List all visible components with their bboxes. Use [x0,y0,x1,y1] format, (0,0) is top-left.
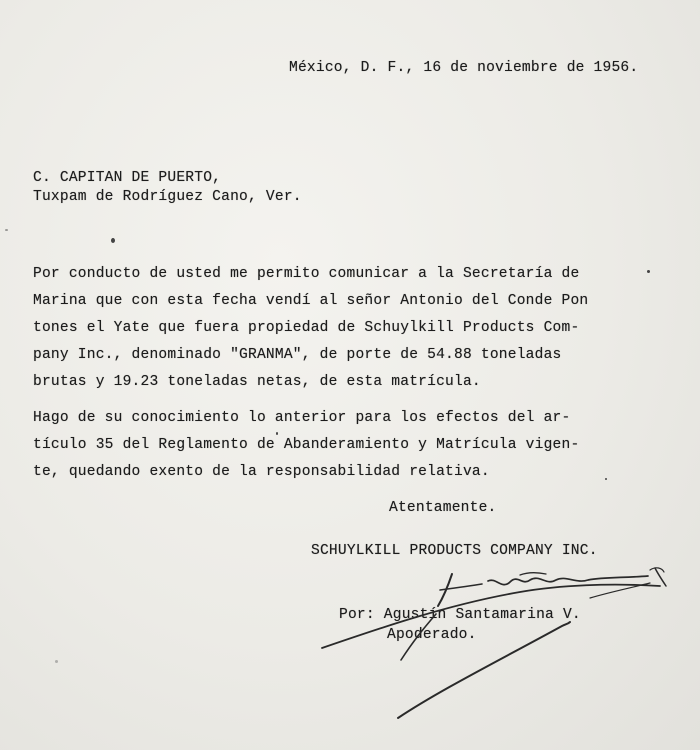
closing: Atentamente. [389,500,497,516]
ink-speck [605,478,607,480]
ink-speck [647,270,650,273]
ink-speck [276,432,278,435]
paragraph-line: Marina que con esta fecha vendí al señor Antonio del Conde Pon [33,293,589,309]
paragraph-line: tículo 35 del Reglamento de Abanderamiento y Matrícula vigen- [33,437,580,453]
signature-stroke [322,585,660,648]
signature-stroke [520,573,546,575]
paragraph-line: brutas y 19.23 toneladas netas, de esta matrícula. [33,374,481,390]
ink-speck [111,238,115,243]
paragraph-line: Por conducto de usted me permito comunicar a la Secretaría de [33,266,580,282]
paragraph-line: Hago de su conocimiento lo anterior para los efectos del ar- [33,410,571,426]
recipient-location: Tuxpam de Rodríguez Cano, Ver. [33,189,302,205]
signature-stroke [398,622,570,718]
signature-stroke [488,576,648,585]
ink-speck [5,229,8,231]
company-name: SCHUYLKILL PRODUCTS COMPANY INC. [311,543,598,559]
signatory-title: Apoderado. [387,627,477,643]
signatory-line: Por: Agustín Santamarina V. [339,607,581,623]
paragraph-line: tones el Yate que fuera propiedad de Schuylkill Products Com- [33,320,580,336]
paragraph-line: pany Inc., denominado "GRANMA", de porte de 54.88 toneladas [33,347,562,363]
date-line: México, D. F., 16 de noviembre de 1956. [289,60,639,76]
recipient-title: C. CAPITAN DE PUERTO, [33,170,222,186]
signature-stroke [655,568,666,586]
ink-speck [55,660,58,663]
paragraph-line: te, quedando exento de la responsabilidad relativa. [33,464,490,480]
